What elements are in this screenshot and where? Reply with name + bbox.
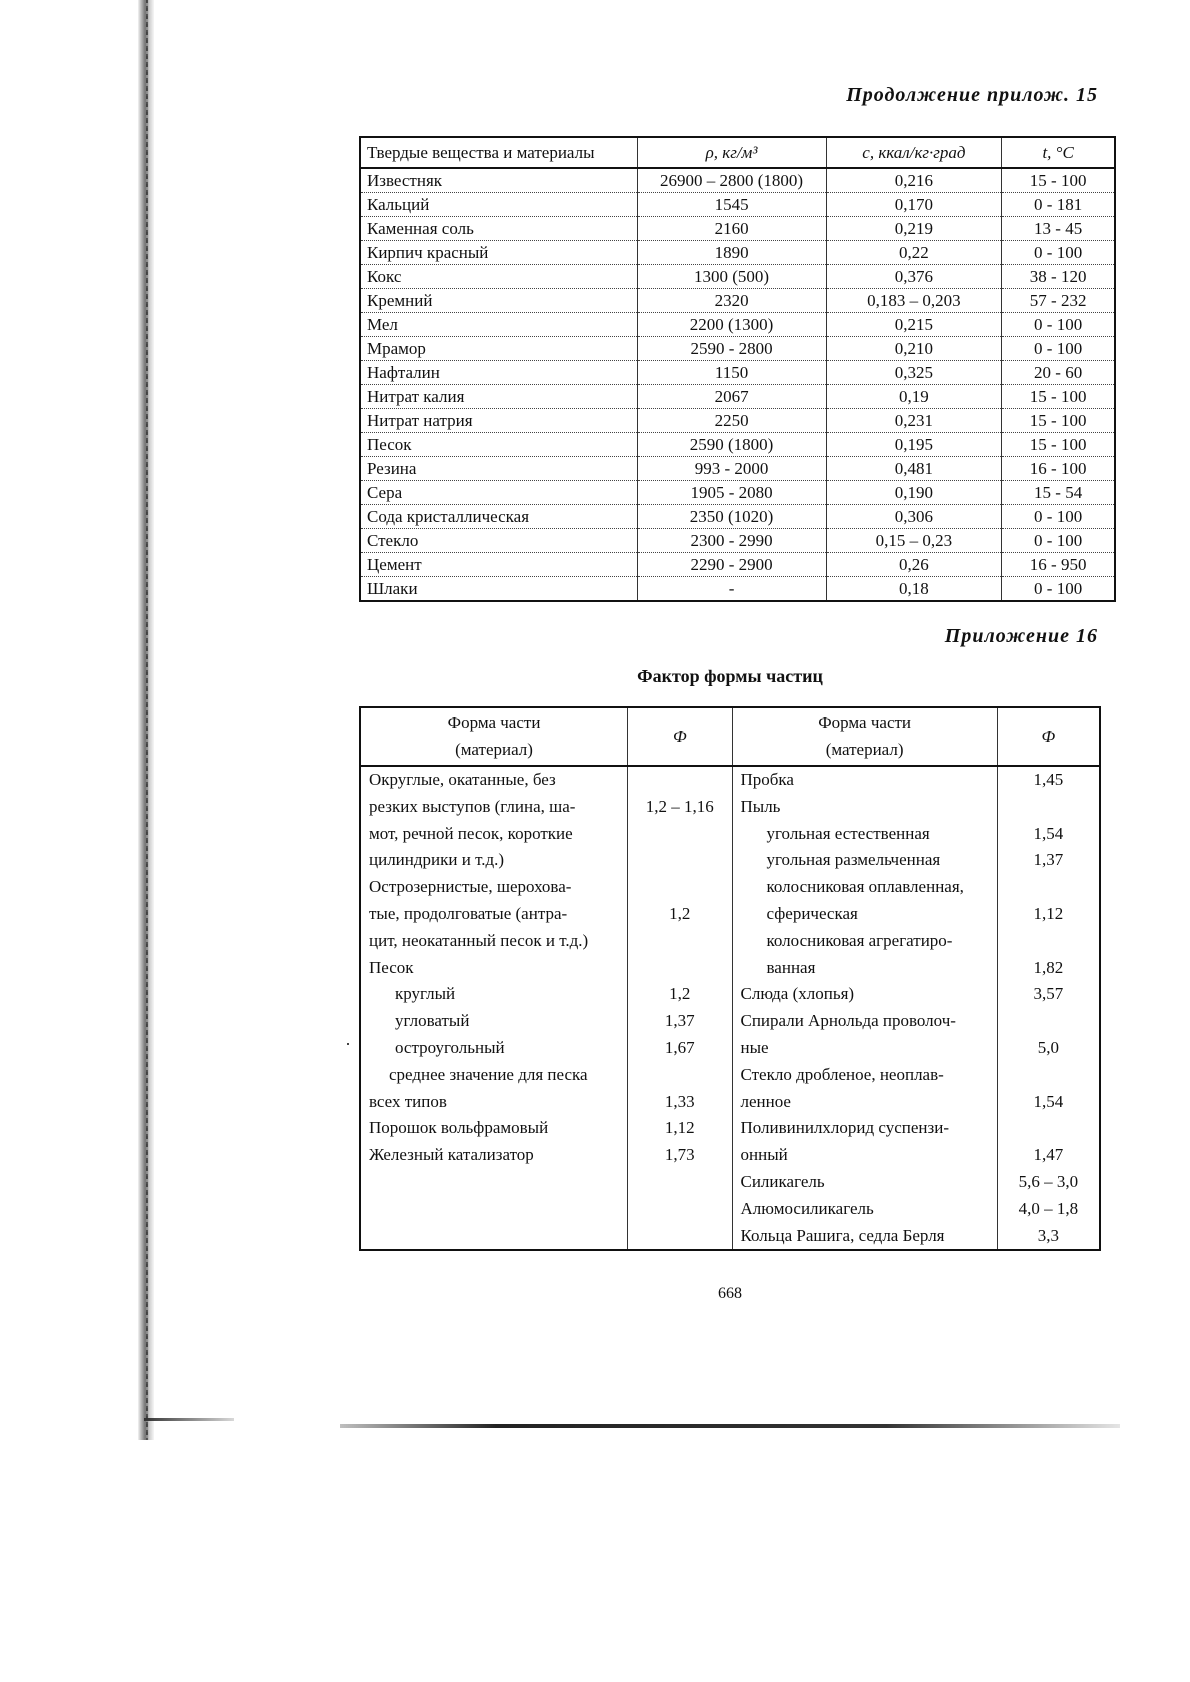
column-header-shape: Форма части (материал) (732, 707, 997, 766)
shape-line: Округлые, окатанные, без (369, 770, 556, 789)
scan-artifact-line (144, 1418, 234, 1421)
value-cell: 0 - 100 (1002, 313, 1115, 337)
shape-line: мот, речной песок, короткие (369, 823, 573, 843)
value-cell: 2350 (1020) (637, 505, 826, 529)
table-body-row (360, 766, 1100, 1250)
phi-value (636, 1062, 723, 1089)
table-row (360, 337, 1115, 361)
phi-value (1006, 928, 1091, 955)
left-names-cell (360, 766, 628, 1250)
value-cell: 0,215 (826, 313, 1002, 337)
phi-value: 1,2 – 1,16 (645, 796, 714, 816)
phi-value (636, 955, 723, 982)
value-cell: 0,376 (826, 265, 1002, 289)
value-cell: 2160 (637, 217, 826, 241)
shape-line: Поливинилхлорид суспензи- (740, 1118, 949, 1138)
material-name: Нитрат калия (360, 385, 637, 409)
material-name: Песок (360, 433, 637, 457)
shape-line (369, 1223, 619, 1250)
phi-value: 3,57 (1033, 984, 1064, 1004)
phi-value (636, 821, 723, 848)
material-name: Стекло (360, 529, 637, 553)
phi-value (636, 767, 723, 794)
table-caption: Фактор формы частиц (637, 666, 823, 686)
value-cell: 0,15 – 0,23 (826, 529, 1002, 553)
phi-value: 1,54 (1033, 1091, 1064, 1111)
phi-value: 1,82 (1033, 957, 1064, 977)
value-cell: 20 - 60 (1002, 361, 1115, 385)
table-header-row (360, 707, 1100, 766)
phi-value (1006, 874, 1091, 901)
column-header: c, ккал/кг·град (826, 137, 1002, 168)
material-name: Нитрат натрия (360, 409, 637, 433)
value-cell: 0,216 (826, 168, 1002, 193)
shape-line: Железный катализатор (369, 1145, 534, 1165)
material-name: Сера (360, 481, 637, 505)
shape-line: ванная (766, 957, 816, 977)
material-name: Резина (360, 457, 637, 481)
shape-line: Пробка (740, 770, 794, 789)
value-cell: 1545 (637, 193, 826, 217)
column-header-shape: Форма части (материал) (360, 707, 628, 766)
appendix-title: Приложение 16 (944, 625, 1098, 647)
phi-value: 1,37 (664, 1011, 695, 1031)
right-names-cell (732, 766, 997, 1250)
shape-line: остроугольный (395, 1037, 505, 1057)
value-cell: 1890 (637, 241, 826, 265)
phi-value: 1,45 (1033, 770, 1064, 789)
material-name: Сода кристаллическая (360, 505, 637, 529)
shape-line: круглый (395, 984, 456, 1004)
phi-value: 5,0 (1037, 1037, 1059, 1057)
value-cell: 15 - 100 (1002, 168, 1115, 193)
phi-value (636, 847, 723, 874)
material-name: Кирпич красный (360, 241, 637, 265)
table-row (360, 505, 1115, 529)
material-name: Кальций (360, 193, 637, 217)
phi-value (1006, 1062, 1091, 1089)
right-values-cell (997, 766, 1100, 1250)
value-cell: 57 - 232 (1002, 289, 1115, 313)
value-cell: 0,219 (826, 217, 1002, 241)
shape-line: Спирали Арнольда проволоч- (740, 1011, 956, 1031)
phi-value: 1,2 (669, 903, 691, 923)
shape-line: цит, неокатанный песок и т.д.) (369, 930, 589, 950)
shape-line: тые, продолговатые (антра- (369, 903, 568, 923)
material-name: Нафталин (360, 361, 637, 385)
value-cell: 0,481 (826, 457, 1002, 481)
scan-artifact-dot (347, 1043, 349, 1045)
value-cell: 0,18 (826, 577, 1002, 602)
value-cell: 1905 - 2080 (637, 481, 826, 505)
shape-line: Слюда (хлопья) (740, 984, 855, 1004)
value-cell: 0,210 (826, 337, 1002, 361)
phi-value: 1,33 (664, 1091, 695, 1111)
shape-line: цилиндрики и т.д.) (369, 850, 505, 870)
value-cell: 0 - 100 (1002, 577, 1115, 602)
table-row (360, 193, 1115, 217)
shape-line: Острозернистые, шерохова- (369, 877, 572, 897)
value-cell: 2300 - 2990 (637, 529, 826, 553)
value-cell: 15 - 100 (1002, 385, 1115, 409)
table-row (360, 481, 1115, 505)
table-row (360, 361, 1115, 385)
column-header: t, °C (1002, 137, 1115, 168)
value-cell: 1300 (500) (637, 265, 826, 289)
value-cell: 26900 – 2800 (1800) (637, 168, 826, 193)
table-row (360, 577, 1115, 602)
shape-line (369, 1169, 619, 1196)
material-name: Каменная соль (360, 217, 637, 241)
shape-line (369, 1196, 619, 1223)
shape-line: резких выступов (глина, ша- (369, 796, 576, 816)
value-cell: 0,231 (826, 409, 1002, 433)
column-header-phi: Ф (997, 707, 1100, 766)
value-cell: 2290 - 2900 (637, 553, 826, 577)
scan-edge-texture (146, 0, 148, 1440)
shape-line: угольная естественная (766, 823, 930, 843)
left-values-cell (628, 766, 732, 1250)
table-header-row (360, 137, 1115, 168)
phi-value: 4,0 – 1,8 (1018, 1198, 1079, 1218)
phi-value: 1,54 (1033, 823, 1064, 843)
phi-value (636, 1223, 723, 1250)
value-cell: 0,306 (826, 505, 1002, 529)
value-cell: 15 - 100 (1002, 433, 1115, 457)
material-name: Кремний (360, 289, 637, 313)
phi-value (636, 874, 723, 901)
value-cell: 1150 (637, 361, 826, 385)
shape-line: Силикагель (740, 1171, 825, 1191)
shape-line: Алюмосиликагель (740, 1198, 874, 1218)
column-header-phi: Ф (628, 707, 732, 766)
shape-line: ленное (740, 1091, 791, 1111)
shape-line: онный (740, 1145, 788, 1165)
value-cell: 0 - 100 (1002, 337, 1115, 361)
value-cell: 0,190 (826, 481, 1002, 505)
shape-line: колосниковая агрегатиро- (766, 930, 953, 950)
phi-value (1006, 1115, 1091, 1142)
value-cell: 2250 (637, 409, 826, 433)
continuation-heading: Продолжение прилож. 15 (846, 84, 1098, 106)
value-cell: 15 - 54 (1002, 481, 1115, 505)
value-cell: 38 - 120 (1002, 265, 1115, 289)
phi-value (636, 1169, 723, 1196)
table-row (360, 553, 1115, 577)
value-cell: 0 - 100 (1002, 241, 1115, 265)
value-cell: 16 - 950 (1002, 553, 1115, 577)
phi-value: 1,73 (664, 1145, 695, 1165)
shape-line: Стекло дробленое, неоплав- (740, 1064, 944, 1084)
table-row (360, 168, 1115, 193)
phi-value: 1,37 (1033, 850, 1064, 870)
material-name: Цемент (360, 553, 637, 577)
material-name: Мрамор (360, 337, 637, 361)
value-cell: 13 - 45 (1002, 217, 1115, 241)
phi-value: 1,12 (1033, 903, 1064, 923)
phi-value: 1,47 (1033, 1145, 1064, 1165)
phi-value: 1,12 (664, 1118, 695, 1138)
value-cell: 0,183 – 0,203 (826, 289, 1002, 313)
table-row (360, 385, 1115, 409)
phi-value (1006, 1008, 1091, 1035)
materials-table-body (360, 168, 1115, 601)
phi-value: 1,2 (669, 984, 691, 1004)
column-header: Твердые вещества и материалы (360, 137, 637, 168)
value-cell: 16 - 100 (1002, 457, 1115, 481)
shape-line: Порошок вольфрамовый (369, 1118, 549, 1138)
table-row (360, 217, 1115, 241)
shape-line: ные (740, 1037, 769, 1057)
materials-table (359, 136, 1116, 602)
value-cell: 2590 (1800) (637, 433, 826, 457)
column-header: ρ, кг/м³ (637, 137, 826, 168)
value-cell: 0,195 (826, 433, 1002, 457)
material-name: Кокс (360, 265, 637, 289)
phi-value (636, 1196, 723, 1223)
material-name: Известняк (360, 168, 637, 193)
table-row (360, 457, 1115, 481)
value-cell: 0,19 (826, 385, 1002, 409)
table-row (360, 529, 1115, 553)
shape-line: Кольца Рашига, седла Берля (740, 1225, 945, 1245)
table-row (360, 265, 1115, 289)
value-cell: - (637, 577, 826, 602)
value-cell: 0 - 181 (1002, 193, 1115, 217)
value-cell: 2200 (1300) (637, 313, 826, 337)
page-number: 668 (718, 1285, 742, 1302)
shape-line: сферическая (766, 903, 858, 923)
phi-value: 1,67 (664, 1037, 695, 1057)
value-cell: 993 - 2000 (637, 457, 826, 481)
shape-line: Пыль (740, 796, 781, 816)
shape-line: среднее значение для песка (389, 1064, 588, 1084)
value-cell: 2320 (637, 289, 826, 313)
value-cell: 0 - 100 (1002, 529, 1115, 553)
phi-value (636, 928, 723, 955)
table-row (360, 289, 1115, 313)
shape-line: угловатый (395, 1011, 470, 1031)
table-row (360, 313, 1115, 337)
shape-line: Песок (369, 957, 414, 977)
material-name: Шлаки (360, 577, 637, 602)
phi-value: 5,6 – 3,0 (1018, 1171, 1079, 1191)
value-cell: 0,170 (826, 193, 1002, 217)
table-row (360, 433, 1115, 457)
scan-artifact-line (340, 1424, 1120, 1428)
phi-value: 3,3 (1037, 1225, 1059, 1245)
shape-line: колосниковая оплавленная, (766, 877, 964, 897)
value-cell: 15 - 100 (1002, 409, 1115, 433)
table-row (360, 241, 1115, 265)
value-cell: 0 - 100 (1002, 505, 1115, 529)
table-row (360, 409, 1115, 433)
value-cell: 0,22 (826, 241, 1002, 265)
material-name: Мел (360, 313, 637, 337)
value-cell: 2067 (637, 385, 826, 409)
value-cell: 0,325 (826, 361, 1002, 385)
phi-value (1006, 794, 1091, 821)
shape-factor-table (359, 706, 1101, 1251)
shape-line: угольная размельченная (766, 850, 941, 870)
shape-line: всех типов (369, 1091, 447, 1111)
value-cell: 0,26 (826, 553, 1002, 577)
value-cell: 2590 - 2800 (637, 337, 826, 361)
